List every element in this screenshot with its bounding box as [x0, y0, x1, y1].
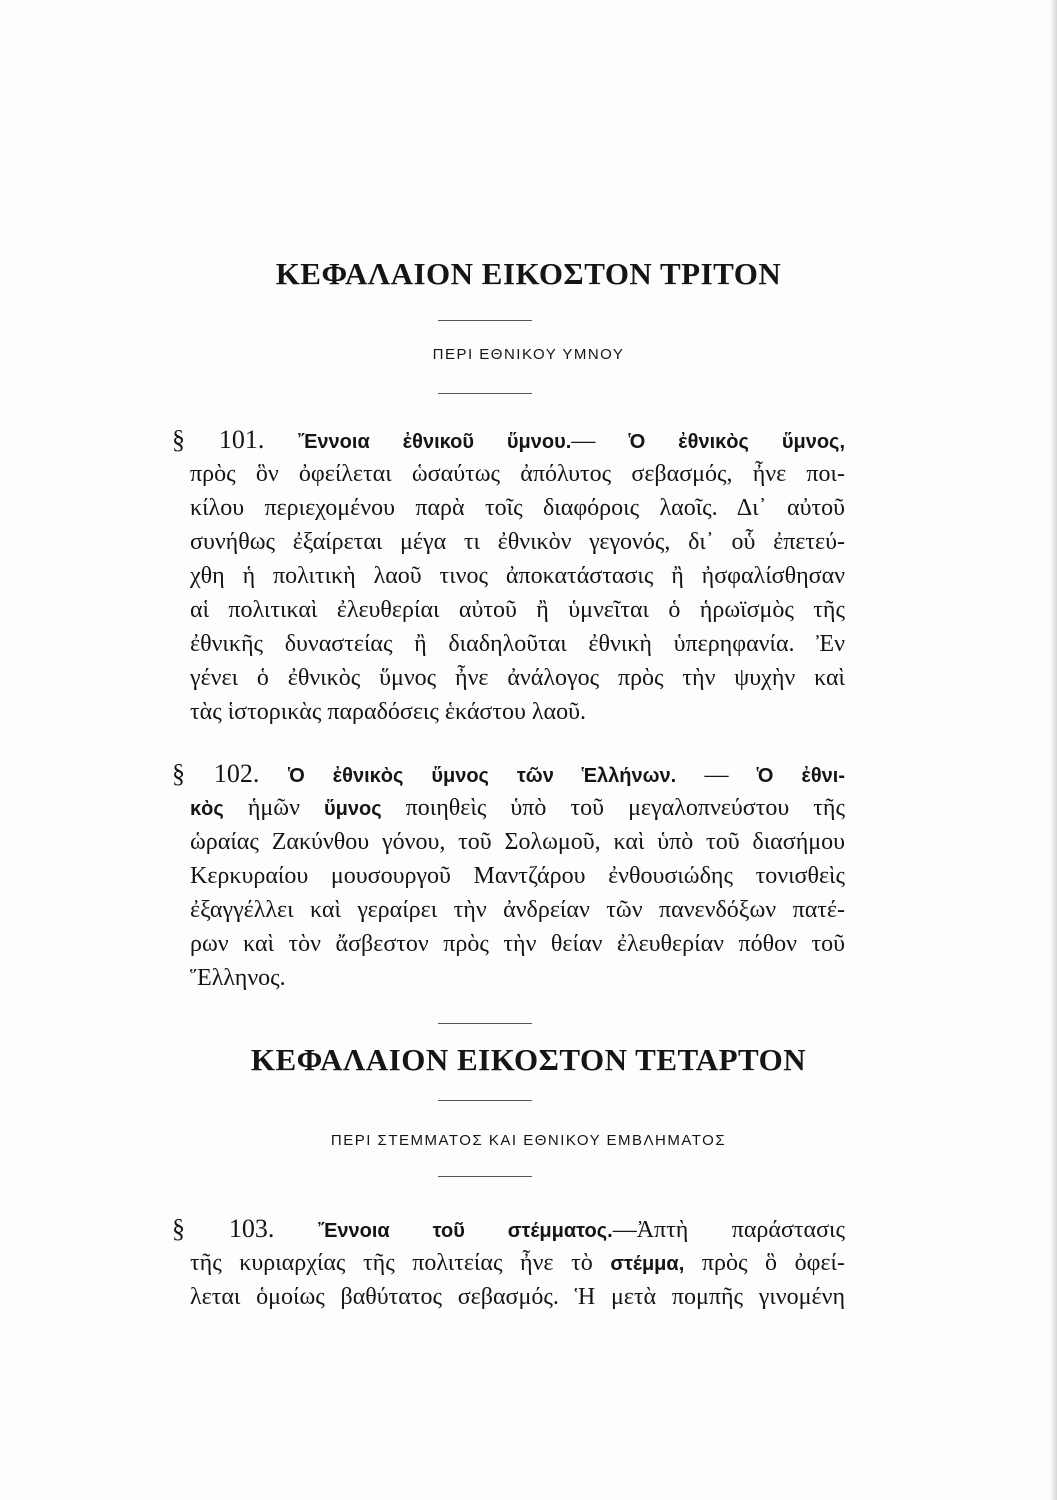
text-segment: Κερκυραίου μουσουργοῦ Μαντζάρου ἐνθουσιώδης τονισθεὶς — [190, 863, 845, 889]
text-segment: γένει ὁ ἐθνικὸς ὕμνος ἦνε ἀνάλογος πρὸς τὴν ψυχὴν καὶ — [190, 665, 845, 691]
text-line — [190, 1248, 845, 1278]
divider — [438, 320, 532, 321]
divider — [438, 1100, 532, 1101]
bold-term: Ὁ ἐθνικὸς ὕμνος τῶν Ἑλλήνων. — [288, 765, 677, 787]
section-heading-line — [172, 759, 845, 789]
section-number: § 101. — [172, 425, 299, 454]
text-segment: τὰς ἱστορικὰς παραδόσεις ἑκάστου λαοῦ. — [190, 699, 586, 725]
chapter-23-title: ΚΕΦΑΛΑΙΟΝ ΕΙΚΟΣΤΟΝ ΤΡΙΤΟΝ — [275, 256, 782, 291]
section-number: § 103. — [172, 1214, 319, 1243]
text-line — [190, 827, 845, 857]
text-line — [190, 697, 845, 727]
section-number: § 102. — [172, 759, 289, 788]
text-segment: συνήθως ἐξαίρεται μέγα τι ἐθνικὸν γεγονός, δι᾽ οὗ ἐπετεύ- — [190, 529, 845, 555]
bold-term: κὸς — [190, 798, 224, 820]
page-edge — [1051, 0, 1057, 1500]
text-segment: ἐθνικῆς δυναστείας ἢ διαδηλοῦται ἐθνικὴ ὑπερηφανία. Ἐν — [190, 631, 845, 657]
bold-term: Ὁ ἐθνικὸς ὕμνος, — [628, 431, 846, 453]
divider — [438, 1176, 532, 1177]
text-line — [190, 459, 845, 489]
text-line — [190, 595, 845, 625]
text-segment: πρὸς ὃν ὀφείλεται ὡσαύτως ἀπόλυτος σεβασμός, ἦνε ποι- — [190, 461, 845, 487]
chapter-24-subtitle: ΠΕΡΙ ΣΤΕΜΜΑΤΟΣ ΚΑΙ ΕΘΝΙΚΟΥ ΕΜΒΛΗΜΑΤΟΣ — [330, 1132, 727, 1149]
text-line — [190, 861, 845, 891]
bold-term: ὕμνος — [323, 798, 382, 820]
text-segment: ρων καὶ τὸν ἄσβεστον πρὸς τὴν θείαν ἐλευθερίαν πόθον τοῦ — [190, 931, 845, 957]
text-segment: — — [676, 762, 757, 788]
text-segment: τῆς κυριαρχίας τῆς πολιτείας ἦνε τὸ — [190, 1250, 611, 1276]
bold-term: Ἔννοια τοῦ στέμματος. — [318, 1220, 613, 1242]
text-segment: ὡραίας Ζακύνθου γόνου, τοῦ Σολωμοῦ, καὶ ὑπὸ τοῦ διασήμου — [190, 829, 845, 855]
divider — [438, 1023, 532, 1024]
text-segment: ἡμῶν — [223, 795, 324, 821]
text-line — [190, 629, 845, 659]
text-segment: λεται ὁμοίως βαθύτατος σεβασμός. Ἡ μετὰ πομπῆς γινομένη — [190, 1284, 845, 1310]
text-segment: —Ἀπτὴ παράστασις — [612, 1217, 845, 1243]
text-line — [190, 963, 845, 993]
text-segment: αἱ πολιτικαὶ ἐλευθερίαι αὐτοῦ ἢ ὑμνεῖται ὁ ἡρωϊσμὸς τῆς — [190, 597, 845, 623]
section-heading-line — [172, 1214, 845, 1244]
text-segment: ποιηθεὶς ὑπὸ τοῦ μεγαλοπνεύστου τῆς — [381, 795, 845, 821]
bold-term: στέμμα, — [610, 1253, 685, 1275]
text-segment: χθη ἡ πολιτικὴ λαοῦ τινος ἀποκατάστασις ἢ ἠσφαλίσθησαν — [190, 563, 845, 589]
bold-term: Ὁ ἐθνι- — [756, 765, 845, 787]
text-segment: — — [571, 428, 629, 454]
text-segment: πρὸς ὃ ὀφεί- — [684, 1250, 845, 1276]
divider — [438, 393, 532, 394]
text-segment: Ἕλληνος. — [190, 965, 286, 991]
text-line — [190, 527, 845, 557]
text-line — [190, 929, 845, 959]
chapter-24-title: ΚΕΦΑΛΑΙΟΝ ΕΙΚΟΣΤΟΝ ΤΕΤΑΡΤΟΝ — [250, 1042, 807, 1077]
text-segment: κίλου περιεχομένου παρὰ τοῖς διαφόροις λαοῖς. Δι᾽ αὐτοῦ — [190, 495, 845, 521]
text-line — [190, 895, 845, 925]
text-line — [190, 493, 845, 523]
text-line — [190, 793, 845, 823]
text-segment: ἐξαγγέλλει καὶ γεραίρει τὴν ἀνδρείαν τῶν πανενδόξων πατέ- — [190, 897, 845, 923]
text-line — [190, 663, 845, 693]
text-line — [190, 1282, 845, 1312]
bold-term: Ἔννοια ἐθνικοῦ ὕμνου. — [298, 431, 572, 453]
chapter-23-subtitle: ΠΕΡΙ ΕΘΝΙΚΟΥ ΥΜΝΟΥ — [432, 346, 625, 363]
section-heading-line — [172, 425, 845, 455]
text-line — [190, 561, 845, 591]
